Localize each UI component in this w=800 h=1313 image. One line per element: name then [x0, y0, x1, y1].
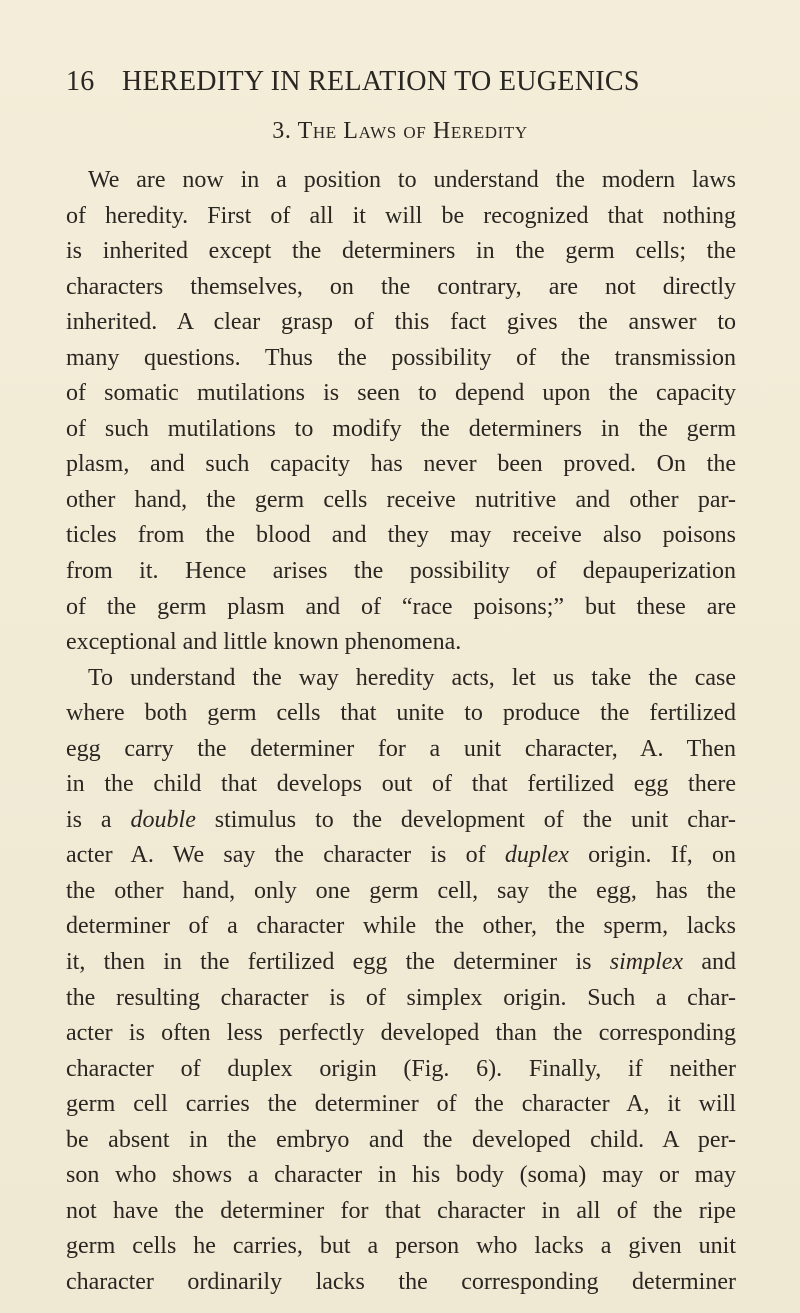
- text-line: is inherited except the determiners in the germ cells; the: [66, 238, 736, 265]
- text-line: of heredity. First of all it will be recognized that nothing: [66, 202, 736, 229]
- text-segment: stimulus to the development of the unit char-: [214, 806, 737, 833]
- text-line: acter is often less perfectly developed than the corresponding: [66, 1020, 736, 1047]
- text-line: other hand, the germ cells receive nutritive and other par-: [66, 486, 736, 513]
- text-line: be absent in the embryo and the developed child. A per-: [66, 1126, 736, 1153]
- text-segment: is a: [66, 806, 112, 833]
- text-line: the other hand, only one germ cell, say the egg, has the: [66, 877, 736, 904]
- text-line: egg carry the determiner for a unit character, A. Then: [66, 735, 736, 762]
- emphasis-duplex: duplex: [504, 842, 569, 869]
- text-line: characters themselves, on the contrary, are not directly: [66, 273, 736, 300]
- running-title: HEREDITY IN RELATION TO EUGENICS: [122, 66, 640, 97]
- text-segment: and: [701, 949, 737, 976]
- text-line: character of duplex origin (Fig. 6). Finally, if neither: [66, 1055, 736, 1082]
- text-line: in the child that develops out of that fertilized egg there: [66, 771, 736, 798]
- text-line: germ cells he carries, but a person who lacks a given unit: [66, 1233, 736, 1260]
- text-line: the resulting character is of simplex origin. Such a char-: [66, 984, 736, 1011]
- text-line: [66, 945, 736, 981]
- text-line: ticles from the blood and they may receive also poisons: [66, 522, 736, 549]
- text-line: where both germ cells that unite to produce the fertilized: [66, 700, 736, 727]
- body-text: [66, 163, 736, 1301]
- text-line: of such mutilations to modify the determiners in the germ: [66, 415, 736, 442]
- text-segment: it, then in the fertilized egg the determiner is: [66, 949, 592, 976]
- text-line: of the germ plasm and of “race poisons;” but these are: [66, 593, 736, 620]
- text-line: of somatic mutilations is seen to depend upon the capacity: [66, 380, 736, 407]
- text-line: To understand the way heredity acts, let us take the case: [88, 664, 736, 691]
- text-line: many questions. Thus the possibility of the transmission: [66, 344, 736, 371]
- section-title: 3. The Laws of Heredity: [272, 118, 528, 144]
- text-line: determiner of a character while the other, the sperm, lacks: [66, 913, 736, 940]
- text-line: exceptional and little known phenomena.: [66, 629, 462, 656]
- running-head: [66, 66, 706, 98]
- text-segment: acter A. We say the character is of: [66, 842, 486, 869]
- text-line: not have the determiner for that character in all of the ripe: [66, 1197, 736, 1224]
- text-line: character ordinarily lacks the corresponding determiner: [66, 1268, 736, 1295]
- text-line: [66, 803, 736, 839]
- text-line: [66, 838, 736, 874]
- text-segment: origin. If, on: [588, 842, 736, 869]
- text-line: plasm, and such capacity has never been proved. On the: [66, 451, 736, 478]
- emphasis-simplex: simplex: [609, 949, 684, 976]
- text-line: son who shows a character in his body (soma) may or may: [66, 1162, 736, 1189]
- page-number: 16: [66, 66, 95, 97]
- text-line: from it. Hence arises the possibility of depauperization: [66, 558, 736, 585]
- text-line: inherited. A clear grasp of this fact gives the answer to: [66, 309, 736, 336]
- text-line: germ cell carries the determiner of the character A, it will: [66, 1091, 736, 1118]
- emphasis-double: double: [130, 806, 196, 833]
- text-line: We are now in a position to understand the modern laws: [88, 167, 736, 193]
